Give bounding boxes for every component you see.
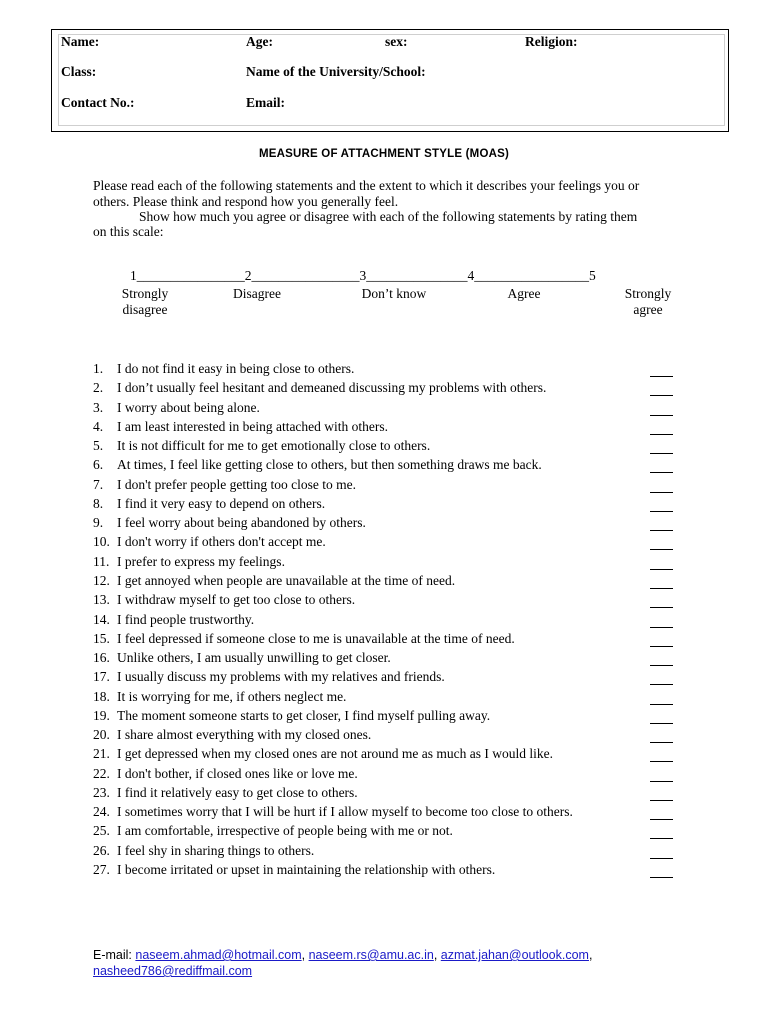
statement-item [93,785,358,801]
statement-item [93,573,455,589]
statement-item [93,669,445,685]
rating-answer-blank[interactable] [650,670,673,685]
rating-answer-blank[interactable] [650,381,673,396]
statement-item [93,592,355,608]
statement-number: 14. [93,611,110,627]
rating-answer-blank[interactable] [650,844,673,859]
footer-prefix: E-mail: [93,948,136,962]
rating-answer-blank[interactable] [650,747,673,762]
statement-number: 1. [93,361,104,376]
statement-item [93,804,573,820]
statement-number: 7. [93,476,104,492]
statement-item [93,534,326,550]
rating-answer-blank[interactable] [650,709,673,724]
rating-answer-blank[interactable] [650,632,673,647]
email-link-2[interactable]: naseem.rs@amu.ac.in [308,948,434,962]
statement-item [93,554,285,570]
rating-answer-blank[interactable] [650,767,673,782]
statement-item [93,419,388,435]
statement-number: 10. [93,534,110,550]
statement-item [93,843,314,859]
rating-answer-blank[interactable] [650,439,673,454]
rating-answer-blank[interactable] [650,863,673,878]
rating-answer-blank[interactable] [650,651,673,666]
statement-number: 22. [93,765,110,781]
statement-text: I don't worry if others don't accept me. [117,534,326,550]
statement-item [93,631,515,647]
statement-item [93,766,358,782]
statement-number: 19. [93,707,110,723]
footer-separator: , [433,948,441,962]
rating-scale-line: 1________________2________________3_______________4_________________5 [130,268,596,283]
statement-text: I feel shy in sharing things to others. [117,842,315,858]
statement-number: 20. [93,727,110,743]
rating-answer-blank[interactable] [650,478,673,493]
statement-item [93,650,391,666]
statement-text: I share almost everything with my closed ones. [117,727,372,743]
statement-text: I find people trustworthy. [117,611,255,627]
statement-text: I don’t usually feel hesitant and demeaned discussing my problems with others. [117,380,547,396]
statement-text: I sometimes worry that I will be hurt if I allow myself to become too close to others. [117,804,573,820]
instructions-line-1: Please read each of the following statements and the extent to which it describes your feelings you or [93,178,640,193]
statement-text: I feel depressed if someone close to me is unavailable at the time of need. [117,630,515,646]
statement-text: I find it relatively easy to get close to others. [117,784,358,800]
statement-text: Unlike others, I am usually unwilling to get closer. [117,650,391,666]
statement-text: I find it very easy to depend on others. [117,495,326,511]
statement-text: I prefer to express my feelings. [117,553,285,569]
statement-item [93,400,260,416]
statement-number: 2. [93,380,104,396]
statement-number: 26. [93,842,110,858]
statement-text: I am least interested in being attached with others. [117,418,389,434]
scale-label-3: Don’t know [361,286,427,301]
rating-answer-blank[interactable] [650,574,673,589]
scale-label-5: Strongly agree [624,286,672,317]
rating-answer-blank[interactable] [650,362,673,377]
instructions-line-4: on this scale: [93,224,164,239]
statement-text: It is worrying for me, if others neglect me. [117,688,347,704]
statement-number: 3. [93,399,104,415]
statement-number: 18. [93,688,110,704]
statement-number: 15. [93,630,110,646]
statement-number: 12. [93,572,110,588]
statement-item [93,708,490,724]
age-label: Age: [246,34,273,49]
statement-text: I withdraw myself to get too close to others. [117,592,356,608]
email-link-3[interactable]: azmat.jahan@outlook.com [440,948,589,962]
statement-text: I do not find it easy in being close to others. [117,361,355,376]
contact-emails-footer [93,947,653,979]
statement-number: 5. [93,438,104,454]
scale-label-4: Agree [507,286,541,301]
class-label: Class: [61,64,97,79]
statement-text: I am comfortable, irrespective of people being with me or not. [117,823,453,839]
university-label: Name of the University/School: [246,64,426,79]
statement-number: 24. [93,804,110,820]
rating-answer-blank[interactable] [650,593,673,608]
email-label: Email: [246,95,285,110]
email-link-1[interactable]: naseem.ahmad@hotmail.com [135,948,302,962]
statement-number: 11. [93,553,110,569]
rating-answer-blank[interactable] [650,824,673,839]
statement-item [93,477,356,493]
statement-text: I don't bother, if closed ones like or love me. [117,765,358,781]
statement-number: 21. [93,746,110,762]
statement-item [93,823,453,839]
statement-number: 27. [93,862,110,878]
statement-number: 13. [93,592,110,608]
rating-answer-blank[interactable] [650,690,673,705]
statement-number: 8. [93,495,104,511]
scale-label-2: Disagree [233,286,281,301]
statement-number: 9. [93,515,104,531]
statement-text: I usually discuss my problems with my relatives and friends. [117,669,445,685]
email-link-4[interactable]: nasheed786@rediffmail.com [93,964,253,978]
statement-number: 4. [93,418,104,434]
respondent-info-box [51,29,729,132]
statement-item [93,457,542,473]
rating-answer-blank[interactable] [650,497,673,512]
statement-text: The moment someone starts to get closer, I find myself pulling away. [117,707,491,723]
rating-answer-blank[interactable] [650,805,673,820]
statement-item [93,862,495,878]
scale-label-1: Strongly disagree [121,286,169,317]
statement-number: 6. [93,457,104,473]
name-label: Name: [61,34,100,49]
statement-text: I become irritated or upset in maintaining the relationship with others. [117,862,496,878]
statement-number: 16. [93,650,110,666]
religion-label: Religion: [525,34,578,49]
statement-text: I don't prefer people getting too close to me. [117,476,356,492]
statement-text: I get depressed when my closed ones are not around me as much as I would like. [117,746,554,762]
rating-answer-blank[interactable] [650,535,673,550]
statement-text: I feel worry about being abandoned by others. [117,515,366,531]
rating-answer-blank[interactable] [650,555,673,570]
statement-item [93,746,553,762]
rating-answer-blank[interactable] [650,728,673,743]
statement-text: I get annoyed when people are unavailable at the time of need. [117,572,456,588]
rating-answer-blank[interactable] [650,458,673,473]
statement-item [93,361,354,377]
rating-answer-blank[interactable] [650,516,673,531]
statement-text: I worry about being alone. [117,399,260,415]
statement-number: 25. [93,823,110,839]
statement-item [93,689,346,705]
rating-answer-blank[interactable] [650,786,673,801]
page-title: MEASURE OF ATTACHMENT STYLE (MOAS) [259,148,509,160]
footer-separator: , [301,948,309,962]
statement-text: At times, I feel like getting close to others, but then something draws me back. [117,457,542,473]
statement-number: 23. [93,784,110,800]
rating-answer-blank[interactable] [650,613,673,628]
statement-item [93,727,371,743]
rating-answer-blank[interactable] [650,401,673,416]
statement-item [93,380,546,396]
statement-item [93,515,366,531]
statement-item [93,612,254,628]
instructions-line-2: others. Please think and respond how you generally feel. [93,194,399,209]
footer-trailing-comma: , [588,948,593,962]
rating-answer-blank[interactable] [650,420,673,435]
contact-label: Contact No.: [61,95,135,110]
statement-item [93,496,325,512]
instructions-line-3: Show how much you agree or disagree with each of the following statements by rating them [139,209,638,224]
statement-number: 17. [93,669,110,685]
statement-item [93,438,430,454]
statement-text: It is not difficult for me to get emotionally close to others. [117,438,431,454]
sex-label: sex: [385,34,408,49]
